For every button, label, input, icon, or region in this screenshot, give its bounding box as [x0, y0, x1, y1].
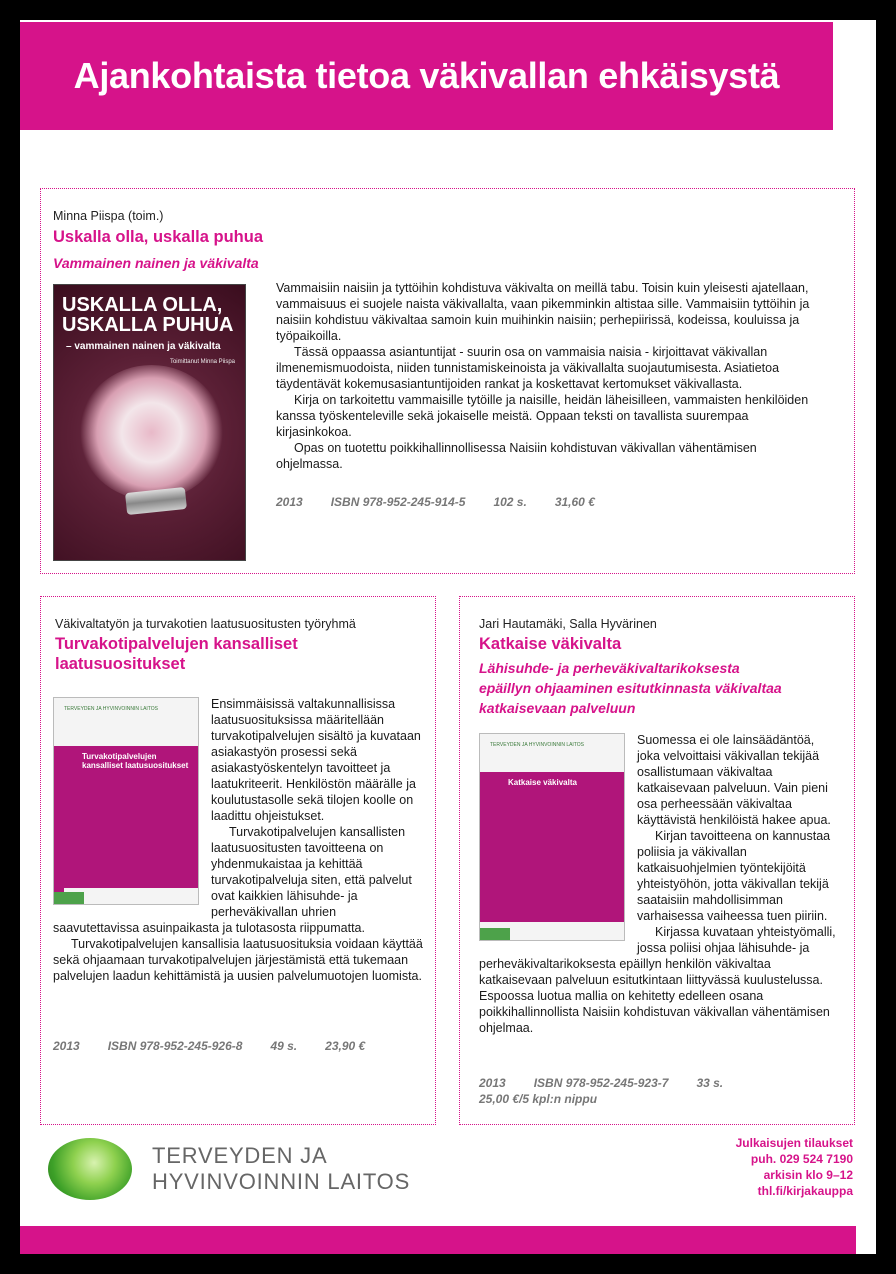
book-isbn: ISBN 978-952-245-926-8 [107, 1039, 243, 1053]
thl-logo-text: TERVEYDEN JA HYVINVOINNIN LAITOS [152, 1143, 411, 1194]
orders-hours: arkisin klo 9–12 [763, 1168, 853, 1182]
cover-subtitle: – vammainen nainen ja väkivalta [66, 341, 221, 352]
cover-title: Katkaise väkivalta [508, 778, 577, 787]
book-price: 31,60 € [554, 495, 595, 509]
book-title: Turvakotipalvelujen kansalliset laatusuositukset [55, 635, 298, 673]
book-pages: 102 s. [493, 495, 527, 509]
thl-logo-small: TERVEYDEN JA HYVINVOINNIN LAITOS [64, 706, 159, 712]
book-description: Vammaisiin naisiin ja tyttöihin kohdistuva väkivalta on meillä tabu. Toisin kuin yleisesti ajatellaan, vammaisuus ei suojele naista väkivallalta, vaan pikemminkin altistaa sille. Vammaisiin tyttöihin ja naisiin kohdistuu väkivaltaa samoin kuin muihinkin naisiin; perhepiirissä, kodeissa, kouluissa ja työpaikoilla. Tässä oppaassa asiantuntijat - suurin osa on vammaisia naisia - kirjoittavat väkivallan ilmenemismuodoista, niiden tunnistamiskeinoista ja väkivallalta suojautumisesta. Asiatietoa täydentävät kokemusasiantuntijoiden rankat ja koskettavat kertomukset väkivallasta. Kirja on tarkoitettu vammaisille tytöille ja naisille, heidän läheisilleen, vammaisten henkilöiden kanssa työskenteleville sekä jokaiselle meistä. Oppaan teksti on tavallista suurempaa kirjasinkokoa. Opas on tuotettu poikkihallinnollisessa Naisiin kohdistuvan väkivallan vähentämisen ohjelmassa. [276, 281, 810, 471]
book-isbn: ISBN 978-952-245-923-7 [533, 1076, 669, 1090]
book-isbn: ISBN 978-952-245-914-5 [330, 495, 466, 509]
book-meta [276, 495, 623, 509]
pen-image [125, 487, 187, 515]
book-card-1 [40, 188, 855, 574]
book-price: 23,90 € [325, 1039, 366, 1053]
book-subtitle: Lähisuhde- ja perheväkivaltarikoksesta epäillyn ohjaaminen esitutkinnasta väkivaltaa katkaisevaan palveluun [479, 660, 782, 716]
book-author: Jari Hautamäki, Salla Hyvärinen [479, 617, 657, 631]
book-description: Ensimmäisissä valtakunnallisissa laatusuosituksissa määritellään turvakotipalvelujen sisältö ja kuvataan asiakastyön prosessi sekä asiakastyöskentelyn tavoitteet ja laatukriteerit. Henkilöstön määrälle ja koulutustasolle sekä tilojen koolle on laadittu ohjeistukset. Turvakotipalvelujen kansallisten laatusuositusten tavoitteena on yhdenmukaistaa ja kehittää turvakotipalveluja siten, että palvelut ovat kaikkien lähisuhde- ja perheväkivallan uhrien saavutettavissa asuinpaikasta ja tulotasosta riippumatta. Turvakotipalvelujen kansallisia laatusuosituksia voidaan käyttää sekä ohjaamaan turvakotipalvelujen järjestämistä että tukemaan palvelujen laadun kehittämistä ja uusien palvelumuotojen luomista. [53, 697, 423, 983]
book-title: Katkaise väkivalta [479, 635, 622, 653]
cover-title: Turvakotipalvelujen kansalliset laatusuositukset [82, 752, 189, 770]
thl-orb-icon [48, 1138, 132, 1200]
orders-phone: puh. 029 524 7190 [750, 1152, 853, 1166]
book-meta [53, 1039, 393, 1053]
book-cover-image [53, 284, 246, 561]
cover-editor: Toimittanut Minna Piispa [169, 359, 235, 365]
book-description: Suomessa ei ole lainsäädäntöä, joka velvoittaisi väkivallan tekijää osallistumaan väkivaltaa katkaisevaan palveluun. Vain pieni osa perheessään väkivaltaa käyttävistä henkilöistä hakee apua. Kirjan tavoitteena on kannustaa poliisia ja väkivallan katkaisuohjelmien työntekijöitä yhteistyöhön, jotta väkivallan tekijä saataisiin mahdollisimman varhaisessa vaiheessa tuen piiriin. Kirjassa kuvataan yhteistyömalli, jossa poliisi ohjaa lähisuhde- ja perheväkivaltarikoksesta epäillyn henkilön väkivaltaa katkaisevaan palveluun esitutkintaan liittyvässä kuulustelussa. Espoossa luotua mallia on kehitetty edelleen osana poikkihallinnollista Naisiin kohdistuvan väkivallan vähentämisen ohjelmaa. [479, 733, 836, 1035]
book-price: 25,00 €/5 kpl:n nippu [479, 1092, 598, 1106]
flower-image [79, 365, 224, 500]
book-title: Uskalla olla, uskalla puhua [53, 228, 263, 246]
bottom-bar [20, 1226, 856, 1254]
page-title: Ajankohtaista tietoa väkivallan ehkäisystä [73, 55, 780, 96]
thl-logo-small: TERVEYDEN JA HYVINVOINNIN LAITOS [490, 742, 585, 748]
thl-logo [48, 1138, 410, 1200]
book-pages: 33 s. [696, 1076, 724, 1090]
header-banner [20, 22, 833, 130]
book-year: 2013 [276, 495, 303, 509]
orders-title: Julkaisujen tilaukset [735, 1136, 853, 1150]
book-year: 2013 [479, 1076, 506, 1090]
book-card-3 [459, 596, 855, 1125]
orders-url[interactable]: thl.fi/kirjakauppa [757, 1184, 853, 1198]
cover-title: USKALLA OLLA, USKALLA PUHUA [62, 294, 234, 336]
book-subtitle: Vammainen nainen ja väkivalta [53, 255, 259, 271]
book-year: 2013 [53, 1039, 80, 1053]
book-pages: 49 s. [270, 1039, 298, 1053]
book-card-2 [40, 596, 436, 1125]
book-meta [479, 1075, 751, 1107]
book-author: Väkivaltatyön ja turvakotien laatusuositusten työryhmä [55, 617, 356, 631]
order-info [736, 1135, 853, 1199]
book-author: Minna Piispa (toim.) [53, 209, 164, 223]
